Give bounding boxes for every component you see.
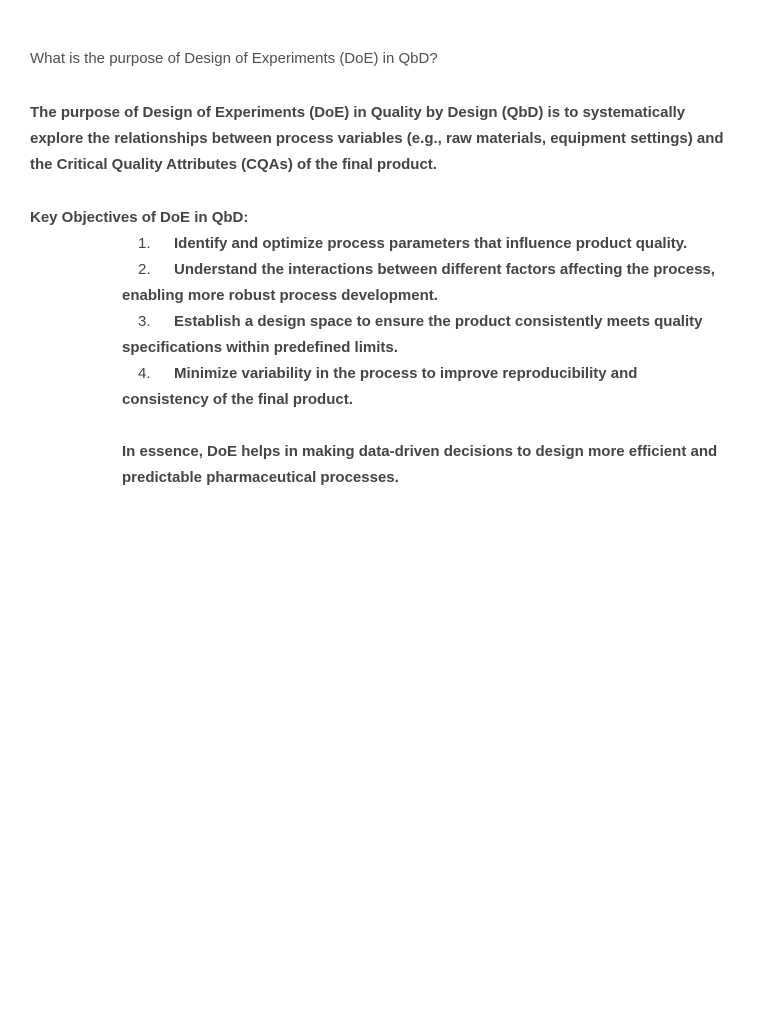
list-item-number: 3. xyxy=(138,313,151,330)
list-item xyxy=(122,309,728,361)
list-item-number: 2. xyxy=(138,261,151,278)
list-item xyxy=(122,257,728,309)
objectives-heading: Key Objectives of DoE in QbD: xyxy=(30,209,249,226)
list-item xyxy=(122,231,728,257)
list-item-text: Establish a design space to ensure the product consistently meets quality specifications within predefined limits. xyxy=(122,313,703,356)
list-item-number: 4. xyxy=(138,365,151,382)
list-item-number: 1. xyxy=(138,235,151,252)
summary-paragraph: In essence, DoE helps in making data-driven decisions to design more efficient and predictable pharmaceutical processes. xyxy=(122,443,718,486)
list-item-text: Minimize variability in the process to improve reproducibility and consistency of the final product. xyxy=(122,365,638,408)
list-item-text: Understand the interactions between different factors affecting the process, enabling more robust process development. xyxy=(122,261,715,304)
document-page xyxy=(30,48,742,491)
objectives-list xyxy=(30,231,728,413)
question-text: What is the purpose of Design of Experiments (DoE) in QbD? xyxy=(30,50,438,67)
answer-paragraph: The purpose of Design of Experiments (DoE) in Quality by Design (QbD) is to systematically explore the relationships between process variables (e.g., raw materials, equipment settings) and the Critical Quality Attributes (CQAs) of the final product. xyxy=(30,104,724,173)
list-item xyxy=(122,361,728,413)
list-item-text: Identify and optimize process parameters that influence product quality. xyxy=(174,235,688,252)
